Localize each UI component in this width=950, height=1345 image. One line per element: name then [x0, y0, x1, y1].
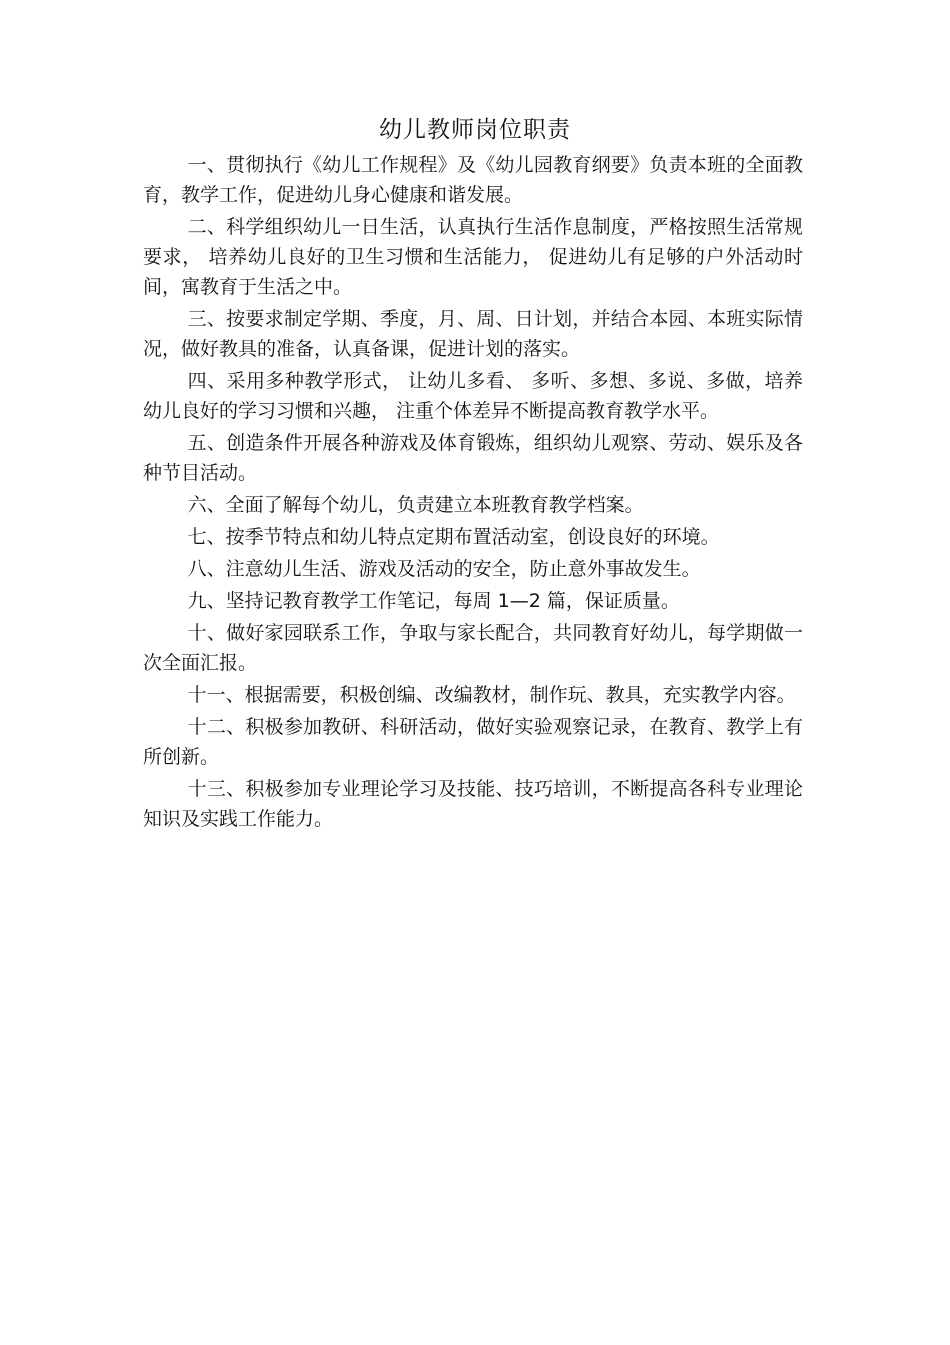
- paragraph-12: 十二、积极参加教研、科研活动，做好实验观察记录，在教育、教学上有所创新。: [143, 716, 803, 768]
- paragraph-13: 十三、积极参加专业理论学习及技能、技巧培训，不断提高各科专业理论知识及实践工作能力。: [143, 778, 803, 830]
- paragraph-11: 十一、根据需要，积极创编、改编教材，制作玩、教具，充实教学内容。: [187, 684, 796, 706]
- paragraph-2: 二、科学组织幼儿一日生活，认真执行生活作息制度，严格按照生活常规要求， 培养幼儿良好的卫生习惯和生活能力， 促进幼儿有足够的户外活动时间，寓教育于生活之中。: [143, 216, 803, 298]
- paragraph-1: 一、贯彻执行《幼儿工作规程》及《幼儿园教育纲要》负责本班的全面教育，教学工作，促进幼儿身心健康和谐发展。: [143, 154, 803, 206]
- paragraph-6: 六、全面了解每个幼儿，负责建立本班教育教学档案。: [187, 494, 644, 516]
- paragraph-3: 三、按要求制定学期、季度，月、周、日计划，并结合本园、本班实际情况，做好教具的准备，认真备课，促进计划的落实。: [143, 308, 803, 360]
- paragraph-10: 十、做好家园联系工作，争取与家长配合，共同教育好幼儿，每学期做一次全面汇报。: [143, 622, 803, 674]
- paragraph-9: 九、坚持记教育教学工作笔记，每周 1—2 篇，保证质量。: [187, 590, 680, 612]
- paragraph-4: 四、采用多种教学形式， 让幼儿多看、 多听、多想、多说、多做，培养幼儿良好的学习习惯和兴趣， 注重个体差异不断提高教育教学水平。: [143, 370, 803, 422]
- document-title: 幼儿教师岗位职责: [379, 117, 571, 143]
- paragraph-8: 八、注意幼儿生活、游戏及活动的安全，防止意外事故发生。: [187, 558, 701, 580]
- paragraph-7: 七、按季节特点和幼儿特点定期布置活动室，创设良好的环境。: [187, 526, 720, 548]
- paragraph-5: 五、创造条件开展各种游戏及体育锻炼，组织幼儿观察、劳动、娱乐及各种节目活动。: [143, 432, 803, 484]
- document-body: [143, 150, 803, 836]
